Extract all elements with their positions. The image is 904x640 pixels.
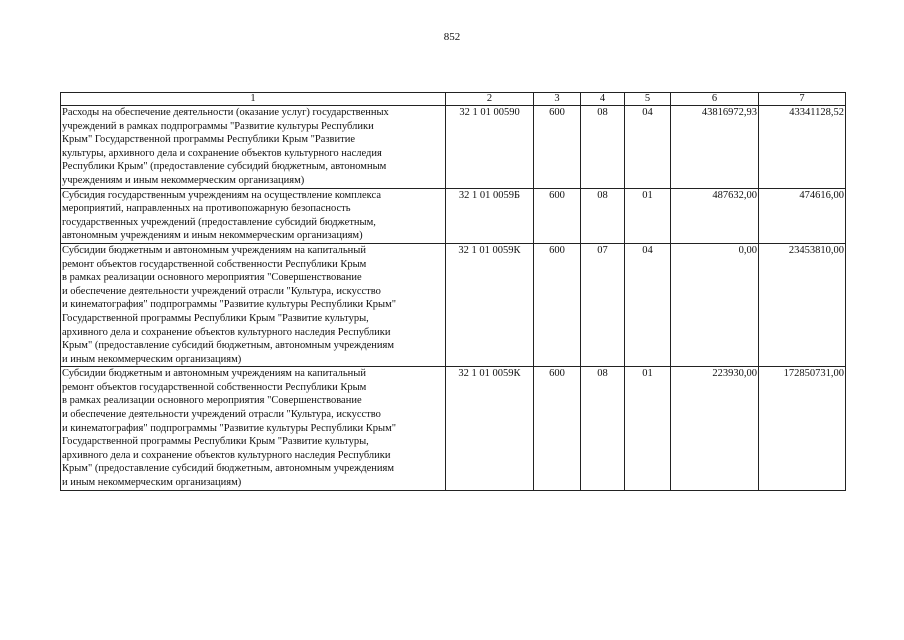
row-col-3: 600: [534, 106, 581, 189]
description-line: Государственной программы Республики Крым "Развитие культуры,: [62, 436, 369, 448]
row-description: [61, 106, 446, 189]
description-line: и иным некоммерческим организациям): [62, 353, 242, 365]
table-header: [61, 93, 846, 106]
row-amount-6: 223930,00: [671, 367, 759, 490]
row-amount-7: 23453810,00: [759, 243, 846, 366]
row-amount-6: 43816972,93: [671, 106, 759, 189]
row-amount-7: 172850731,00: [759, 367, 846, 490]
description-line: Субсидии бюджетным и автономным учреждениям на капитальный: [62, 244, 366, 256]
description-line: Крым" (предоставление субсидий бюджетным, автономным учреждениям: [62, 340, 395, 352]
description-line: и обеспечение деятельности учреждений отрасли "Культура, искусство: [62, 409, 381, 421]
description-line: Государственной программы Республики Крым "Развитие культуры,: [62, 312, 369, 324]
header-col-5: 5: [625, 93, 671, 106]
description-line: и обеспечение деятельности учреждений отрасли "Культура, искусство: [62, 285, 381, 297]
description-line: архивного дела и сохранение объектов культурного наследия Республики: [62, 449, 391, 461]
table-row: [61, 106, 846, 189]
row-amount-6: 0,00: [671, 243, 759, 366]
description-line: Расходы на обеспечение деятельности (оказание услуг) государственных: [62, 107, 389, 118]
row-col-5: 01: [625, 367, 671, 490]
row-amount-7: 474616,00: [759, 188, 846, 243]
row-col-5: 04: [625, 106, 671, 189]
description-line: в рамках реализации основного мероприятия "Совершенствование: [62, 395, 362, 407]
description-line: Крым" Государственной программы Республики Крым "Развитие: [62, 134, 355, 146]
header-col-3: 3: [534, 93, 581, 106]
row-code: 32 1 01 00590: [446, 106, 534, 189]
description-line: Субсидии бюджетным и автономным учреждениям на капитальный: [62, 368, 366, 380]
row-col-5: 01: [625, 188, 671, 243]
table-body: [61, 106, 846, 491]
row-description: [61, 243, 446, 366]
header-col-7: 7: [759, 93, 846, 106]
header-col-4: 4: [581, 93, 625, 106]
description-line: учреждениям и иным некоммерческим организациям): [62, 174, 305, 186]
description-line: и иным некоммерческим организациям): [62, 477, 242, 489]
description-line: мероприятий, направленных на противопожарную безопасность: [62, 203, 351, 215]
header-col-2: 2: [446, 93, 534, 106]
description-line: и кинематография" подпрограммы "Развитие культуры Республики Крым": [62, 422, 397, 434]
description-line: ремонт объектов государственной собственности Республики Крым: [62, 258, 367, 270]
description-line: ремонт объектов государственной собственности Республики Крым: [62, 381, 367, 393]
description-line: и кинематография" подпрограммы "Развитие культуры Республики Крым": [62, 299, 397, 311]
description-line: культуры, архивного дела и сохранение объектов культурного наследия: [62, 147, 382, 159]
row-col-4: 07: [581, 243, 625, 366]
table-row: [61, 188, 846, 243]
description-line: Республики Крым" (предоставление субсидий бюджетным, автономным: [62, 161, 387, 173]
header-col-6: 6: [671, 93, 759, 106]
page-number: 852: [443, 31, 461, 43]
row-amount-6: 487632,00: [671, 188, 759, 243]
row-col-3: 600: [534, 367, 581, 490]
description-line: Субсидия государственным учреждениям на осуществление комплекса: [62, 189, 381, 201]
table-row: [61, 243, 846, 366]
row-amount-7: 43341128,52: [759, 106, 846, 189]
row-description: [61, 188, 446, 243]
row-description: [61, 367, 446, 490]
description-line: автономным учреждениям и иным некоммерческим организациям): [62, 230, 363, 242]
row-col-4: 08: [581, 106, 625, 189]
row-col-3: 600: [534, 188, 581, 243]
table-row: [61, 367, 846, 490]
description-line: Крым" (предоставление субсидий бюджетным, автономным учреждениям: [62, 463, 395, 475]
row-col-5: 04: [625, 243, 671, 366]
description-line: государственных учреждений (предоставление субсидий бюджетным,: [62, 216, 376, 228]
description-line: архивного дела и сохранение объектов культурного наследия Республики: [62, 326, 391, 338]
header-col-1: 1: [61, 93, 446, 106]
header-row: [61, 93, 846, 106]
row-code: 32 1 01 0059Б: [446, 188, 534, 243]
row-code: 32 1 01 0059К: [446, 367, 534, 490]
description-line: в рамках реализации основного мероприятия "Совершенствование: [62, 272, 362, 284]
description-line: учреждений в рамках подпрограммы "Развитие культуры Республики: [62, 120, 374, 132]
row-col-4: 08: [581, 367, 625, 490]
row-col-3: 600: [534, 243, 581, 366]
row-code: 32 1 01 0059К: [446, 243, 534, 366]
row-col-4: 08: [581, 188, 625, 243]
budget-table: [60, 92, 846, 491]
